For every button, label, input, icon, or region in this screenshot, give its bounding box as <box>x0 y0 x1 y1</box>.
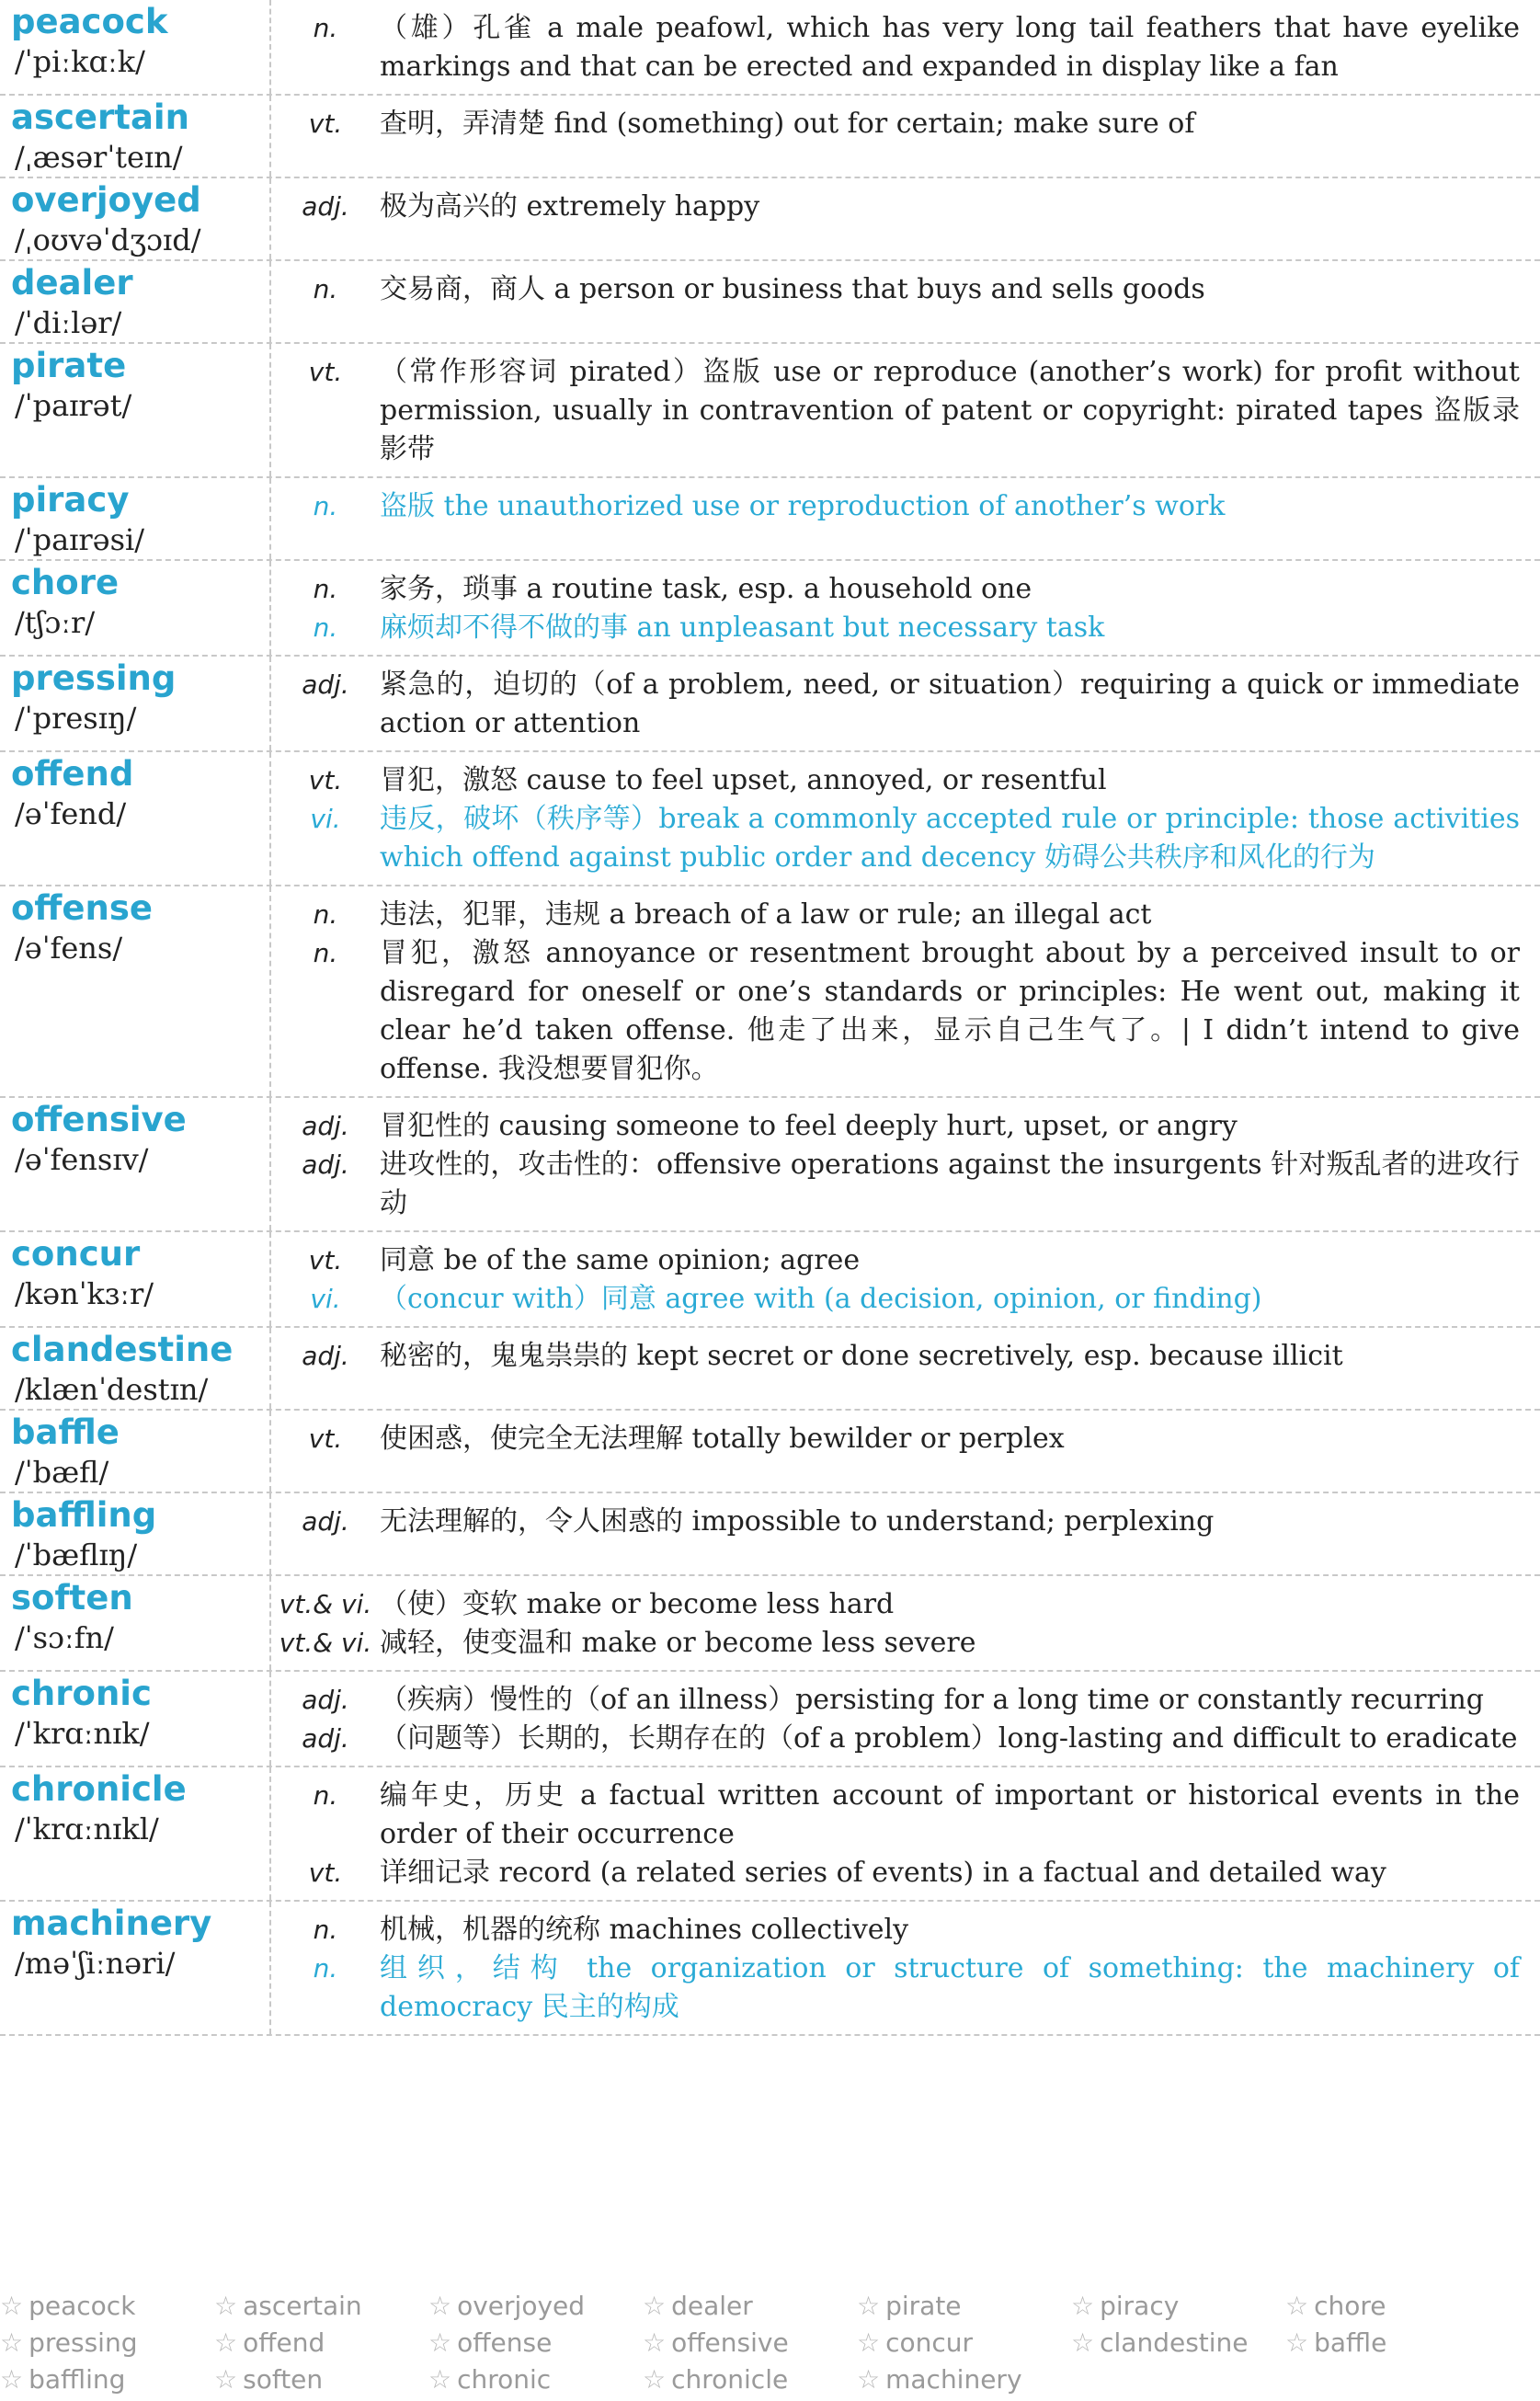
headword-cell <box>0 1493 271 1574</box>
star-icon: ☆ <box>1071 2327 1095 2358</box>
phonetic: /məˈʃiːnəri/ <box>15 1946 176 1981</box>
part-of-speech: n. <box>313 574 338 604</box>
part-of-speech: n. <box>313 612 338 643</box>
phonetic: /ˈpaɪrəsi/ <box>15 522 145 557</box>
review-word: baffling <box>29 2364 126 2395</box>
headword: clandestine <box>11 1330 234 1369</box>
sense <box>271 1949 1520 2027</box>
definition: 无法理解的，令人困惑的 impossible to understand; perplexing <box>380 1505 1215 1538</box>
review-word: piracy <box>1100 2291 1180 2321</box>
star-icon: ☆ <box>428 2291 452 2321</box>
review-item <box>0 2361 214 2398</box>
sense <box>271 1585 1520 1624</box>
star-icon: ☆ <box>857 2327 881 2358</box>
senses-cell <box>271 1576 1540 1670</box>
sense <box>271 105 1520 143</box>
part-of-speech: n. <box>313 938 338 968</box>
sense <box>271 1777 1520 1854</box>
definition: 家务，琐事 a routine task, esp. a household one <box>380 573 1032 605</box>
review-item <box>857 2361 1071 2398</box>
sense <box>271 1337 1520 1376</box>
star-icon: ☆ <box>857 2291 881 2321</box>
part-of-speech: vt.& vi. <box>279 1628 372 1658</box>
star-icon: ☆ <box>643 2291 667 2321</box>
phonetic: /ˌæsərˈteɪn/ <box>15 140 183 175</box>
review-row <box>0 2325 1540 2361</box>
review-item <box>428 2325 643 2361</box>
headword: peacock <box>11 2 168 41</box>
headword-cell <box>0 752 271 885</box>
review-word: peacock <box>29 2291 136 2321</box>
definition: 极为高兴的 extremely happy <box>380 190 760 223</box>
entry-offense <box>0 886 1540 1098</box>
review-item <box>643 2325 857 2361</box>
definition: 紧急的，迫切的（of a problem, need, or situation）requiring a quick or immediate action or attention <box>380 669 1520 739</box>
part-of-speech: vt. <box>308 1245 343 1275</box>
definition: 麻烦却不得不做的事 an unpleasant but necessary task <box>380 612 1105 644</box>
sense <box>271 934 1520 1089</box>
entry-offend <box>0 752 1540 886</box>
entry-offensive <box>0 1098 1540 1232</box>
part-of-speech: vt. <box>308 1423 343 1454</box>
review-word: pressing <box>29 2327 138 2358</box>
review-word-list <box>0 2288 1540 2398</box>
sense <box>271 1107 1520 1146</box>
headword: baffling <box>11 1495 157 1535</box>
senses-cell <box>271 261 1540 342</box>
entry-clandestine <box>0 1328 1540 1411</box>
review-word: clandestine <box>1100 2327 1249 2358</box>
entry-pressing <box>0 657 1540 752</box>
phonetic: /klænˈdestɪn/ <box>15 1372 209 1407</box>
headword-cell <box>0 178 271 259</box>
headword: pirate <box>11 346 127 385</box>
review-item <box>857 2325 1071 2361</box>
part-of-speech: n. <box>313 1780 338 1811</box>
phonetic: /ˈpresɪŋ/ <box>15 701 137 736</box>
headword: chronic <box>11 1674 152 1713</box>
star-icon: ☆ <box>428 2364 452 2395</box>
review-item <box>643 2361 857 2398</box>
senses-cell <box>271 657 1540 750</box>
phonetic: /ˈkrɑːnɪk/ <box>15 1716 150 1751</box>
headword-cell <box>0 1767 271 1900</box>
sense <box>271 666 1520 743</box>
review-word: dealer <box>671 2291 753 2321</box>
entry-machinery <box>0 1902 1540 2036</box>
star-icon: ☆ <box>1285 2291 1309 2321</box>
review-word: offend <box>243 2327 325 2358</box>
entry-chronic <box>0 1672 1540 1767</box>
definition: 使困惑，使完全无法理解 totally bewilder or perplex <box>380 1423 1065 1455</box>
sense <box>271 896 1520 934</box>
sense <box>271 1420 1520 1458</box>
entry-baffling <box>0 1493 1540 1576</box>
entry-chore <box>0 561 1540 657</box>
definition: 秘密的，鬼鬼祟祟的 kept secret or done secretively, esp. because illicit <box>380 1340 1343 1372</box>
star-icon: ☆ <box>0 2364 24 2395</box>
senses-cell <box>271 1328 1540 1409</box>
phonetic: /ˈkrɑːnɪkl/ <box>15 1812 159 1846</box>
definition: 机械，机器的统称 machines collectively <box>380 1914 909 1946</box>
senses-cell <box>271 178 1540 259</box>
headword: pressing <box>11 658 177 698</box>
phonetic: /tʃɔːr/ <box>15 605 96 640</box>
sense <box>271 1854 1520 1892</box>
star-icon: ☆ <box>0 2327 24 2358</box>
review-word: offensive <box>671 2327 789 2358</box>
definition: 减轻，使变温和 make or become less severe <box>380 1627 976 1659</box>
headword-cell <box>0 0 271 94</box>
definition: 违法，犯罪，违规 a breach of a law or rule; an illegal act <box>380 898 1152 931</box>
definition: 违反，破坏（秩序等）break a commonly accepted rule or principle: those activities which offend against public order and decency 妨碍公共秩序和风化的行为 <box>380 803 1520 874</box>
sense <box>271 9 1520 86</box>
part-of-speech: adj. <box>302 191 349 222</box>
sense <box>271 1911 1520 1949</box>
sense <box>271 1720 1520 1758</box>
definition: （雄）孔雀 a male peafowl, which has very long tail feathers that have eyelike markings and that can be erected and expanded in display like a fan <box>380 12 1520 83</box>
sense <box>271 570 1520 609</box>
review-word: baffle <box>1314 2327 1387 2358</box>
headword-cell <box>0 1672 271 1766</box>
part-of-speech: adj. <box>302 1723 349 1754</box>
star-icon: ☆ <box>1071 2291 1095 2321</box>
review-word: overjoyed <box>457 2291 586 2321</box>
phonetic: /kənˈkɜːr/ <box>15 1276 154 1311</box>
headword: chronicle <box>11 1769 187 1809</box>
phonetic: /ˌoʊvəˈdʒɔɪd/ <box>15 223 201 257</box>
star-icon: ☆ <box>1285 2327 1309 2358</box>
review-word: concur <box>885 2327 974 2358</box>
senses-cell <box>271 1902 1540 2034</box>
review-item <box>214 2361 428 2398</box>
entry-dealer <box>0 261 1540 344</box>
headword-cell <box>0 886 271 1096</box>
entry-pirate <box>0 344 1540 478</box>
star-icon: ☆ <box>643 2327 667 2358</box>
review-word: ascertain <box>243 2291 362 2321</box>
headword-cell <box>0 1902 271 2034</box>
senses-cell <box>271 96 1540 177</box>
headword-cell <box>0 96 271 177</box>
entry-peacock <box>0 0 1540 96</box>
definition: （问题等）长期的，长期存在的（of a problem）long-lasting and difficult to eradicate <box>380 1722 1518 1755</box>
part-of-speech: n. <box>313 13 338 43</box>
star-icon: ☆ <box>428 2327 452 2358</box>
headword-cell <box>0 1232 271 1326</box>
phonetic: /ˈpaɪrət/ <box>15 388 132 423</box>
senses-cell <box>271 1767 1540 1900</box>
star-icon: ☆ <box>214 2291 238 2321</box>
headword-cell <box>0 1098 271 1230</box>
part-of-speech: vt. <box>308 1858 343 1888</box>
headword: ascertain <box>11 97 189 137</box>
headword: chore <box>11 563 120 602</box>
senses-cell <box>271 1098 1540 1230</box>
headword: overjoyed <box>11 180 201 220</box>
definition: （concur with）同意 agree with (a decision, opinion, or finding) <box>380 1283 1262 1315</box>
entry-concur <box>0 1232 1540 1328</box>
part-of-speech: vt. <box>308 109 343 139</box>
entry-overjoyed <box>0 178 1540 261</box>
entry-baffle <box>0 1411 1540 1493</box>
headword-cell <box>0 561 271 655</box>
part-of-speech: adj. <box>302 1685 349 1715</box>
phonetic: /ˈpiːkɑːk/ <box>15 44 145 79</box>
definition: （常作形容词 pirated）盗版 use or reproduce (another’s work) for profit without permission, usually in contravention of patent or copyright: pirated tapes 盗版录影带 <box>380 356 1520 465</box>
part-of-speech: vt.& vi. <box>279 1589 372 1619</box>
phonetic: /ˈbæfl/ <box>15 1455 109 1490</box>
review-word: offense <box>457 2327 553 2358</box>
senses-cell <box>271 1672 1540 1766</box>
part-of-speech: n. <box>313 1953 338 1984</box>
headword: concur <box>11 1234 141 1274</box>
phonetic: /əˈfensɪv/ <box>15 1142 149 1177</box>
star-icon: ☆ <box>214 2327 238 2358</box>
definition: 查明，弄清楚 find (something) out for certain; make sure of <box>380 108 1195 140</box>
headword-cell <box>0 261 271 342</box>
review-item <box>0 2288 214 2325</box>
review-item <box>1071 2325 1285 2361</box>
sense <box>271 761 1520 800</box>
headword-cell <box>0 1576 271 1670</box>
sense <box>271 609 1520 647</box>
review-item <box>214 2325 428 2361</box>
senses-cell <box>271 1232 1540 1326</box>
definition: 冒犯，激怒 cause to feel upset, annoyed, or resentful <box>380 764 1107 796</box>
review-item <box>428 2288 643 2325</box>
sense <box>271 1681 1520 1720</box>
senses-cell <box>271 478 1540 559</box>
definition: 进攻性的，攻击性的：offensive operations against the insurgents 针对叛乱者的进攻行动 <box>380 1149 1520 1219</box>
sense <box>271 1624 1520 1663</box>
headword: machinery <box>11 1904 212 1943</box>
definition: 编年史，历史 a factual written account of important or historical events in the order of their occurrence <box>380 1779 1520 1850</box>
star-icon: ☆ <box>0 2291 24 2321</box>
definition: 同意 be of the same opinion; agree <box>380 1244 861 1276</box>
star-icon: ☆ <box>214 2364 238 2395</box>
headword-cell <box>0 657 271 750</box>
headword-cell <box>0 1328 271 1409</box>
star-icon: ☆ <box>643 2364 667 2395</box>
review-word: soften <box>243 2364 324 2395</box>
review-item <box>1071 2288 1285 2325</box>
headword: piracy <box>11 480 130 520</box>
review-item <box>1285 2288 1500 2325</box>
headword-cell <box>0 1411 271 1492</box>
definition: 冒犯，激怒 annoyance or resentment brought about by a perceived insult to or disregard for oneself or one’s standards or principles: He went out, making it clear he’d taken offense. 他走了出来，显示自己生气了。| I didn’t intend to give offense. 我没想要冒犯你。 <box>380 937 1520 1085</box>
definition: （使）变软 make or become less hard <box>380 1588 895 1620</box>
review-row <box>0 2288 1540 2325</box>
headword: offend <box>11 754 134 794</box>
part-of-speech: vt. <box>308 357 343 387</box>
senses-cell <box>271 1493 1540 1574</box>
senses-cell <box>271 752 1540 885</box>
review-item <box>857 2288 1071 2325</box>
phonetic: /ˈbæflɪŋ/ <box>15 1538 138 1572</box>
star-icon: ☆ <box>857 2364 881 2395</box>
sense <box>271 353 1520 469</box>
headword: dealer <box>11 263 133 303</box>
headword: offensive <box>11 1100 187 1139</box>
review-item <box>1285 2325 1500 2361</box>
review-item <box>643 2288 857 2325</box>
headword: soften <box>11 1578 133 1618</box>
sense <box>271 270 1520 309</box>
sense <box>271 1280 1520 1319</box>
review-word: machinery <box>885 2364 1022 2395</box>
part-of-speech: vi. <box>310 804 341 834</box>
sense <box>271 1146 1520 1223</box>
review-word: chronic <box>457 2364 552 2395</box>
senses-cell <box>271 344 1540 476</box>
definition: （疾病）慢性的（of an illness）persisting for a long time or constantly recurring <box>380 1684 1484 1716</box>
review-row <box>0 2361 1540 2398</box>
entry-chronicle <box>0 1767 1540 1902</box>
part-of-speech: adj. <box>302 669 349 700</box>
part-of-speech: vt. <box>308 765 343 795</box>
sense <box>271 800 1520 877</box>
definition: 盗版 the unauthorized use or reproduction of another’s work <box>380 490 1226 522</box>
review-item <box>214 2288 428 2325</box>
part-of-speech: n. <box>313 274 338 304</box>
review-word: chronicle <box>671 2364 789 2395</box>
part-of-speech: n. <box>313 491 338 521</box>
part-of-speech: n. <box>313 1915 338 1945</box>
senses-cell <box>271 1411 1540 1492</box>
entry-soften <box>0 1576 1540 1672</box>
sense <box>271 1503 1520 1541</box>
part-of-speech: adj. <box>302 1341 349 1371</box>
definition: 冒犯性的 causing someone to feel deeply hurt, upset, or angry <box>380 1110 1238 1142</box>
senses-cell <box>271 886 1540 1096</box>
senses-cell <box>271 0 1540 94</box>
sense <box>271 487 1520 526</box>
senses-cell <box>271 561 1540 655</box>
headword: offense <box>11 888 153 928</box>
definition: 交易商，商人 a person or business that buys and sells goods <box>380 273 1205 305</box>
phonetic: /ˈsɔːfn/ <box>15 1620 114 1655</box>
phonetic: /ˈdiːlər/ <box>15 305 122 340</box>
phonetic: /əˈfend/ <box>15 796 127 831</box>
entry-ascertain <box>0 96 1540 178</box>
headword-cell <box>0 478 271 559</box>
headword-cell <box>0 344 271 476</box>
review-word: pirate <box>885 2291 962 2321</box>
part-of-speech: vi. <box>310 1284 341 1314</box>
definition: 详细记录 record (a related series of events) in a factual and detailed way <box>380 1857 1386 1889</box>
phonetic: /əˈfens/ <box>15 931 123 966</box>
part-of-speech: adj. <box>302 1111 349 1141</box>
review-word: chore <box>1314 2291 1386 2321</box>
part-of-speech: adj. <box>302 1149 349 1180</box>
part-of-speech: n. <box>313 899 338 930</box>
sense <box>271 1241 1520 1280</box>
entry-piracy <box>0 478 1540 561</box>
sense <box>271 188 1520 226</box>
review-item <box>428 2361 643 2398</box>
definition: 组织，结构 the organization or structure of something: the machinery of democracy 民主的构成 <box>380 1952 1520 2023</box>
headword: baffle <box>11 1412 120 1452</box>
review-item <box>0 2325 214 2361</box>
part-of-speech: adj. <box>302 1506 349 1537</box>
